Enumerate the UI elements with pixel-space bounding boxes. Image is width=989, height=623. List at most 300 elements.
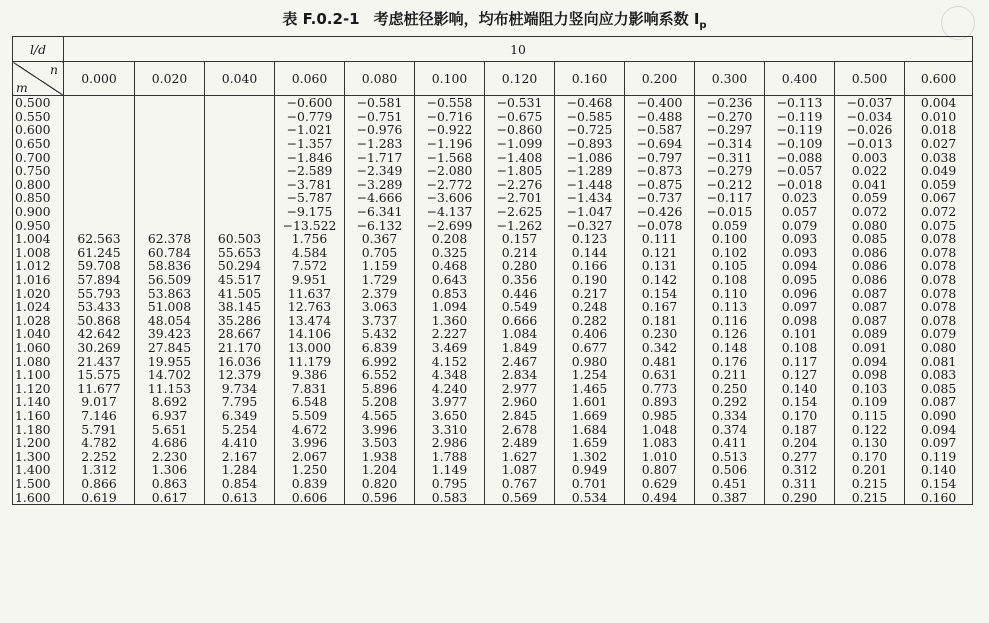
coefficient-cell: −0.426 bbox=[625, 205, 695, 219]
coefficient-cell: 0.820 bbox=[345, 477, 415, 491]
coefficient-cell: −0.875 bbox=[625, 178, 695, 192]
coefficient-cell: −0.212 bbox=[695, 178, 765, 192]
coefficient-cell: 3.996 bbox=[275, 436, 345, 450]
n-header-cell: 0.000 bbox=[64, 62, 135, 96]
m-value-cell: 0.950 bbox=[13, 218, 64, 232]
coefficient-cell: −0.675 bbox=[485, 110, 555, 124]
coefficient-cell: 0.176 bbox=[695, 354, 765, 368]
coefficient-cell: −0.531 bbox=[485, 96, 555, 110]
coefficient-cell: 6.839 bbox=[345, 341, 415, 355]
coefficient-cell: 0.057 bbox=[765, 205, 835, 219]
coefficient-cell: 0.190 bbox=[555, 273, 625, 287]
m-value-cell: 0.550 bbox=[13, 110, 64, 124]
coefficient-cell: −0.013 bbox=[835, 137, 905, 151]
coefficient-cell: 0.122 bbox=[835, 422, 905, 436]
coefficient-cell bbox=[64, 96, 135, 110]
coefficient-cell: 0.985 bbox=[625, 409, 695, 423]
table-row bbox=[13, 110, 973, 124]
coefficient-cell: −0.581 bbox=[345, 96, 415, 110]
coefficient-cell: −1.357 bbox=[275, 137, 345, 151]
ld-label: l/d bbox=[13, 37, 64, 62]
coefficient-cell bbox=[64, 150, 135, 164]
coefficient-cell: 0.116 bbox=[695, 314, 765, 328]
coefficient-cell: 4.686 bbox=[135, 436, 205, 450]
table-row bbox=[13, 286, 973, 300]
coefficient-cell: −0.057 bbox=[765, 164, 835, 178]
coefficient-cell: 0.631 bbox=[625, 368, 695, 382]
coefficient-cell: 0.613 bbox=[205, 490, 275, 504]
coefficient-cell: 0.170 bbox=[765, 409, 835, 423]
coefficient-cell: 0.569 bbox=[485, 490, 555, 504]
coefficient-cell: −0.716 bbox=[415, 110, 485, 124]
coefficient-cell: 1.284 bbox=[205, 463, 275, 477]
coefficient-cell: 0.506 bbox=[695, 463, 765, 477]
table-body bbox=[13, 96, 973, 505]
coefficient-cell: 0.085 bbox=[905, 381, 973, 395]
table-row bbox=[13, 246, 973, 260]
coefficient-cell: 0.018 bbox=[905, 123, 973, 137]
coefficient-cell: −3.289 bbox=[345, 178, 415, 192]
coefficient-cell: 0.004 bbox=[905, 96, 973, 110]
coefficient-cell: 1.084 bbox=[485, 327, 555, 341]
coefficient-cell: −1.408 bbox=[485, 150, 555, 164]
coefficient-cell: 0.215 bbox=[835, 477, 905, 491]
coefficient-cell: 21.437 bbox=[64, 354, 135, 368]
coefficient-cell: 5.896 bbox=[345, 381, 415, 395]
coefficient-cell: −1.262 bbox=[485, 218, 555, 232]
coefficient-cell: 0.411 bbox=[695, 436, 765, 450]
coefficient-cell: 0.087 bbox=[835, 300, 905, 314]
m-value-cell: 1.080 bbox=[13, 354, 64, 368]
coefficient-cell: −6.341 bbox=[345, 205, 415, 219]
coefficient-cell: 0.078 bbox=[905, 273, 973, 287]
table-row bbox=[13, 137, 973, 151]
coefficient-cell: −2.589 bbox=[275, 164, 345, 178]
coefficient-cell: −0.119 bbox=[765, 110, 835, 124]
table-row bbox=[13, 273, 973, 287]
coefficient-cell: 0.230 bbox=[625, 327, 695, 341]
coefficient-cell: −1.099 bbox=[485, 137, 555, 151]
coefficient-cell: 0.949 bbox=[555, 463, 625, 477]
coefficient-cell: 0.022 bbox=[835, 164, 905, 178]
coefficient-cell: 1.659 bbox=[555, 436, 625, 450]
coefficient-cell: 0.468 bbox=[415, 259, 485, 273]
coefficient-cell: 38.145 bbox=[205, 300, 275, 314]
coefficient-cell bbox=[205, 178, 275, 192]
coefficient-cell: −0.558 bbox=[415, 96, 485, 110]
table-row bbox=[13, 490, 973, 504]
coefficient-cell bbox=[135, 150, 205, 164]
m-value-cell: 1.160 bbox=[13, 409, 64, 423]
table-row bbox=[13, 422, 973, 436]
coefficient-cell: −0.873 bbox=[625, 164, 695, 178]
coefficient-cell: 0.367 bbox=[345, 232, 415, 246]
m-value-cell: 0.650 bbox=[13, 137, 64, 151]
coefficient-cell bbox=[135, 191, 205, 205]
coefficient-cell: 0.446 bbox=[485, 286, 555, 300]
coefficient-cell: 1.684 bbox=[555, 422, 625, 436]
n-header-cell: 0.120 bbox=[485, 62, 555, 96]
coefficient-cell: 3.977 bbox=[415, 395, 485, 409]
coefficient-cell: 4.672 bbox=[275, 422, 345, 436]
n-header-cell: 0.040 bbox=[205, 62, 275, 96]
coefficient-cell: 0.773 bbox=[625, 381, 695, 395]
coefficient-cell bbox=[135, 96, 205, 110]
coefficient-cell: 0.110 bbox=[695, 286, 765, 300]
coefficient-cell: 0.292 bbox=[695, 395, 765, 409]
coefficient-cell: 0.078 bbox=[905, 246, 973, 260]
coefficient-cell: 2.252 bbox=[64, 449, 135, 463]
coefficient-cell: 14.702 bbox=[135, 368, 205, 382]
coefficient-cell: 0.157 bbox=[485, 232, 555, 246]
coefficient-cell: 0.166 bbox=[555, 259, 625, 273]
coefficient-cell: 0.142 bbox=[625, 273, 695, 287]
coefficient-cell: −0.860 bbox=[485, 123, 555, 137]
coefficient-cell: 0.081 bbox=[905, 354, 973, 368]
coefficient-cell: 0.204 bbox=[765, 436, 835, 450]
coefficient-cell: 7.795 bbox=[205, 395, 275, 409]
coefficient-cell: 7.146 bbox=[64, 409, 135, 423]
coefficient-cell: 62.378 bbox=[135, 232, 205, 246]
coefficient-cell: 0.003 bbox=[835, 150, 905, 164]
coefficient-cell: 28.667 bbox=[205, 327, 275, 341]
coefficient-cell: 55.793 bbox=[64, 286, 135, 300]
coefficient-cell: 6.552 bbox=[345, 368, 415, 382]
coefficient-cell: 0.201 bbox=[835, 463, 905, 477]
coefficient-cell: −2.699 bbox=[415, 218, 485, 232]
m-value-cell: 1.300 bbox=[13, 449, 64, 463]
coefficient-cell: −0.279 bbox=[695, 164, 765, 178]
coefficient-cell: −1.196 bbox=[415, 137, 485, 151]
coefficient-cell: −0.119 bbox=[765, 123, 835, 137]
coefficient-cell: 53.863 bbox=[135, 286, 205, 300]
coefficient-cell: 0.406 bbox=[555, 327, 625, 341]
table-row bbox=[13, 300, 973, 314]
coefficient-cell: 0.606 bbox=[275, 490, 345, 504]
coefficient-cell: 3.310 bbox=[415, 422, 485, 436]
coefficient-cell: 45.517 bbox=[205, 273, 275, 287]
coefficient-cell: 0.111 bbox=[625, 232, 695, 246]
coefficient-cell: 0.080 bbox=[835, 218, 905, 232]
m-value-cell: 1.060 bbox=[13, 341, 64, 355]
coefficient-cell: −1.568 bbox=[415, 150, 485, 164]
coefficient-cell: 11.179 bbox=[275, 354, 345, 368]
n-label: n bbox=[50, 62, 58, 77]
coefficient-cell: 0.629 bbox=[625, 477, 695, 491]
coefficient-cell: −0.976 bbox=[345, 123, 415, 137]
coefficient-cell bbox=[205, 123, 275, 137]
coefficient-cell: 9.734 bbox=[205, 381, 275, 395]
coefficient-cell: 0.481 bbox=[625, 354, 695, 368]
coefficient-cell bbox=[205, 164, 275, 178]
coefficient-cell: 6.548 bbox=[275, 395, 345, 409]
coefficient-cell: −0.117 bbox=[695, 191, 765, 205]
coefficient-cell bbox=[205, 150, 275, 164]
coefficient-cell: 9.386 bbox=[275, 368, 345, 382]
n-header-cell: 0.100 bbox=[415, 62, 485, 96]
coefficient-cell bbox=[205, 137, 275, 151]
coefficient-cell: 0.311 bbox=[765, 477, 835, 491]
m-value-cell: 0.500 bbox=[13, 96, 64, 110]
coefficient-cell: −1.289 bbox=[555, 164, 625, 178]
coefficient-cell: 0.767 bbox=[485, 477, 555, 491]
table-row bbox=[13, 314, 973, 328]
coefficient-cell: 0.144 bbox=[555, 246, 625, 260]
coefficient-cell: 2.834 bbox=[485, 368, 555, 382]
coefficient-cell: −1.283 bbox=[345, 137, 415, 151]
coefficient-cell: 0.160 bbox=[905, 490, 973, 504]
coefficient-cell bbox=[205, 96, 275, 110]
coefficient-cell: 15.575 bbox=[64, 368, 135, 382]
coefficient-cell: 0.087 bbox=[905, 395, 973, 409]
coefficient-cell: −1.805 bbox=[485, 164, 555, 178]
coefficient-cell: 27.845 bbox=[135, 341, 205, 355]
coefficient-cell: 60.503 bbox=[205, 232, 275, 246]
table-row bbox=[13, 449, 973, 463]
coefficient-cell: 0.893 bbox=[625, 395, 695, 409]
coefficient-cell: 2.489 bbox=[485, 436, 555, 450]
coefficient-cell: 0.097 bbox=[765, 300, 835, 314]
table-row bbox=[13, 409, 973, 423]
coefficient-cell: 0.102 bbox=[695, 246, 765, 260]
table-row bbox=[13, 463, 973, 477]
coefficient-cell: −0.314 bbox=[695, 137, 765, 151]
table-row bbox=[13, 395, 973, 409]
coefficient-cell: 13.000 bbox=[275, 341, 345, 355]
coefficient-cell: 0.617 bbox=[135, 490, 205, 504]
coefficient-cell: −0.026 bbox=[835, 123, 905, 137]
coefficient-cell: −0.468 bbox=[555, 96, 625, 110]
coefficient-cell: −3.781 bbox=[275, 178, 345, 192]
coefficient-cell: 0.342 bbox=[625, 341, 695, 355]
n-header-cell: 0.400 bbox=[765, 62, 835, 96]
m-value-cell: 1.500 bbox=[13, 477, 64, 491]
coefficient-cell: 0.093 bbox=[765, 232, 835, 246]
coefficient-cell: −0.327 bbox=[555, 218, 625, 232]
coefficient-cell: 0.049 bbox=[905, 164, 973, 178]
coefficient-cell: 0.101 bbox=[765, 327, 835, 341]
coefficient-cell bbox=[135, 164, 205, 178]
coefficient-cell: −0.400 bbox=[625, 96, 695, 110]
coefficient-cell: 0.059 bbox=[905, 178, 973, 192]
m-label: m bbox=[16, 80, 28, 95]
coefficient-cell: 0.154 bbox=[905, 477, 973, 491]
coefficient-cell: 60.784 bbox=[135, 246, 205, 260]
coefficient-cell: −13.522 bbox=[275, 218, 345, 232]
coefficient-cell: 61.245 bbox=[64, 246, 135, 260]
coefficient-cell: 0.181 bbox=[625, 314, 695, 328]
coefficient-cell: −2.080 bbox=[415, 164, 485, 178]
coefficient-cell: −0.587 bbox=[625, 123, 695, 137]
coefficient-cell: 0.089 bbox=[835, 327, 905, 341]
coefficient-cell: 1.306 bbox=[135, 463, 205, 477]
coefficient-cell: 12.379 bbox=[205, 368, 275, 382]
coefficient-cell: 0.325 bbox=[415, 246, 485, 260]
coefficient-cell: 0.513 bbox=[695, 449, 765, 463]
coefficient-cell: 0.853 bbox=[415, 286, 485, 300]
coefficient-cell: 5.509 bbox=[275, 409, 345, 423]
coefficient-cell: 62.563 bbox=[64, 232, 135, 246]
coefficient-cell: 0.140 bbox=[905, 463, 973, 477]
coefficient-cell: −2.625 bbox=[485, 205, 555, 219]
table-title bbox=[0, 4, 989, 34]
m-value-cell: 1.140 bbox=[13, 395, 64, 409]
coefficient-cell: 0.072 bbox=[905, 205, 973, 219]
m-value-cell: 0.750 bbox=[13, 164, 64, 178]
coefficient-cell: −0.600 bbox=[275, 96, 345, 110]
coefficient-cell: 1.601 bbox=[555, 395, 625, 409]
coefficient-cell: 2.230 bbox=[135, 449, 205, 463]
coefficient-cell: 1.254 bbox=[555, 368, 625, 382]
coefficient-cell: 1.729 bbox=[345, 273, 415, 287]
n-header-cell: 0.160 bbox=[555, 62, 625, 96]
coefficient-cell: 1.159 bbox=[345, 259, 415, 273]
m-value-cell: 1.180 bbox=[13, 422, 64, 436]
coefficient-cell: 2.227 bbox=[415, 327, 485, 341]
coefficient-cell: 1.756 bbox=[275, 232, 345, 246]
coefficient-cell: 56.509 bbox=[135, 273, 205, 287]
coefficient-cell: 0.214 bbox=[485, 246, 555, 260]
coefficient-cell: 0.093 bbox=[765, 246, 835, 260]
coefficient-cell: 4.152 bbox=[415, 354, 485, 368]
table-caption-subscript: p bbox=[699, 20, 707, 31]
coefficient-cell: 58.836 bbox=[135, 259, 205, 273]
coefficient-cell: 0.091 bbox=[835, 341, 905, 355]
coefficient-cell: 0.086 bbox=[835, 246, 905, 260]
coefficient-cell: 2.467 bbox=[485, 354, 555, 368]
coefficient-cell: 0.113 bbox=[695, 300, 765, 314]
coefficient-cell: 16.036 bbox=[205, 354, 275, 368]
coefficient-cell: 3.737 bbox=[345, 314, 415, 328]
coefficient-cell: 8.692 bbox=[135, 395, 205, 409]
coefficient-cell: −0.109 bbox=[765, 137, 835, 151]
table-row bbox=[13, 259, 973, 273]
coefficient-cell: 0.980 bbox=[555, 354, 625, 368]
coefficient-cell: 6.992 bbox=[345, 354, 415, 368]
coefficient-cell: 2.678 bbox=[485, 422, 555, 436]
coefficient-cell: 30.269 bbox=[64, 341, 135, 355]
coefficient-cell: 1.094 bbox=[415, 300, 485, 314]
coefficient-cell: 0.100 bbox=[695, 232, 765, 246]
coefficient-cell: −0.585 bbox=[555, 110, 625, 124]
coefficient-cell: −0.725 bbox=[555, 123, 625, 137]
coefficient-cell: 0.086 bbox=[835, 259, 905, 273]
coefficient-cell: 0.140 bbox=[765, 381, 835, 395]
coefficient-cell: 50.868 bbox=[64, 314, 135, 328]
coefficient-cell bbox=[135, 178, 205, 192]
coefficient-cell: 0.079 bbox=[905, 327, 973, 341]
coefficient-cell bbox=[205, 205, 275, 219]
coefficient-cell: 0.119 bbox=[905, 449, 973, 463]
table-row bbox=[13, 164, 973, 178]
coefficient-cell: 1.302 bbox=[555, 449, 625, 463]
coefficient-cell: 0.094 bbox=[835, 354, 905, 368]
m-value-cell: 1.004 bbox=[13, 232, 64, 246]
coefficient-cell: −0.034 bbox=[835, 110, 905, 124]
coefficient-cell: 1.669 bbox=[555, 409, 625, 423]
table-header bbox=[13, 37, 973, 96]
coefficient-cell bbox=[135, 110, 205, 124]
coefficient-cell: 4.348 bbox=[415, 368, 485, 382]
coefficient-cell: −1.021 bbox=[275, 123, 345, 137]
coefficient-cell: 1.048 bbox=[625, 422, 695, 436]
m-value-cell: 1.600 bbox=[13, 490, 64, 504]
coefficient-cell: 2.379 bbox=[345, 286, 415, 300]
coefficient-cell: −3.606 bbox=[415, 191, 485, 205]
coefficient-cell: 0.211 bbox=[695, 368, 765, 382]
coefficient-cell: 0.215 bbox=[835, 490, 905, 504]
coefficient-cell: 1.465 bbox=[555, 381, 625, 395]
coefficient-cell: 0.078 bbox=[905, 259, 973, 273]
coefficient-cell: 0.839 bbox=[275, 477, 345, 491]
table-row bbox=[13, 381, 973, 395]
coefficient-cell: 0.109 bbox=[835, 395, 905, 409]
coefficient-cell: 0.085 bbox=[835, 232, 905, 246]
coefficient-cell: 0.059 bbox=[695, 218, 765, 232]
coefficient-cell: 2.986 bbox=[415, 436, 485, 450]
coefficient-cell: 14.106 bbox=[275, 327, 345, 341]
n-header-cell: 0.200 bbox=[625, 62, 695, 96]
coefficient-cell: 0.097 bbox=[905, 436, 973, 450]
coefficient-cell: 9.017 bbox=[64, 395, 135, 409]
coefficient-cell: 5.208 bbox=[345, 395, 415, 409]
coefficient-cell: 0.130 bbox=[835, 436, 905, 450]
coefficient-cell: 0.312 bbox=[765, 463, 835, 477]
coefficient-cell: 0.117 bbox=[765, 354, 835, 368]
n-header-cell: 0.080 bbox=[345, 62, 415, 96]
coefficient-cell: −4.137 bbox=[415, 205, 485, 219]
coefficient-cell: 48.054 bbox=[135, 314, 205, 328]
coefficient-cell: 1.149 bbox=[415, 463, 485, 477]
table-row bbox=[13, 218, 973, 232]
coefficient-cell: 50.294 bbox=[205, 259, 275, 273]
coefficient-cell: 53.433 bbox=[64, 300, 135, 314]
coefficient-cell: −0.922 bbox=[415, 123, 485, 137]
coefficient-cell: 0.010 bbox=[905, 110, 973, 124]
coefficient-cell: −0.737 bbox=[625, 191, 695, 205]
coefficient-cell: 0.451 bbox=[695, 477, 765, 491]
watermark-stamp bbox=[941, 6, 975, 40]
m-value-cell: 1.400 bbox=[13, 463, 64, 477]
coefficient-cell: 4.240 bbox=[415, 381, 485, 395]
m-value-cell: 1.008 bbox=[13, 246, 64, 260]
table-row bbox=[13, 232, 973, 246]
m-value-cell: 0.700 bbox=[13, 150, 64, 164]
m-value-cell: 0.850 bbox=[13, 191, 64, 205]
coefficient-cell: 0.534 bbox=[555, 490, 625, 504]
coefficient-cell: 0.387 bbox=[695, 490, 765, 504]
table-row bbox=[13, 205, 973, 219]
coefficient-table bbox=[12, 36, 973, 505]
table-row bbox=[13, 477, 973, 491]
coefficient-cell bbox=[135, 137, 205, 151]
n-header-cell: 0.020 bbox=[135, 62, 205, 96]
coefficient-cell: 0.075 bbox=[905, 218, 973, 232]
coefficient-cell: −0.311 bbox=[695, 150, 765, 164]
coefficient-cell: 2.977 bbox=[485, 381, 555, 395]
coefficient-cell: −0.018 bbox=[765, 178, 835, 192]
coefficient-cell: 7.831 bbox=[275, 381, 345, 395]
coefficient-cell: −0.751 bbox=[345, 110, 415, 124]
coefficient-cell: −0.488 bbox=[625, 110, 695, 124]
coefficient-cell: 4.565 bbox=[345, 409, 415, 423]
coefficient-cell: 3.650 bbox=[415, 409, 485, 423]
coefficient-cell: 0.154 bbox=[765, 395, 835, 409]
coefficient-cell: 59.708 bbox=[64, 259, 135, 273]
coefficient-cell: 2.845 bbox=[485, 409, 555, 423]
coefficient-cell: 55.653 bbox=[205, 246, 275, 260]
coefficient-cell: −2.701 bbox=[485, 191, 555, 205]
